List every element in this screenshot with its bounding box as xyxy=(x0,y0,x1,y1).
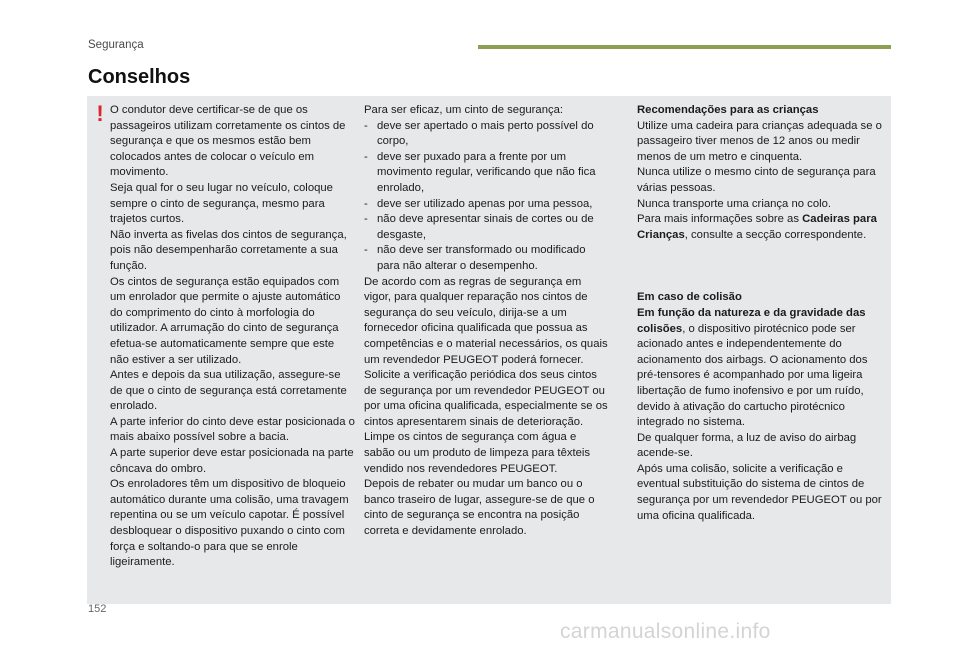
paragraph: De qualquer forma, a luz de aviso do airbag acende-se. xyxy=(637,431,857,460)
paragraph: Depois de rebater ou mudar um banco ou o banco traseiro de lugar, assegure-se de que o cinto de segurança se encontra na posição correta e devidamente enrolado. xyxy=(364,478,595,538)
paragraph: Os cintos de segurança estão equipados com um enrolador que permite o ajuste automático do comprimento do cinto à morfologia do utilizador. A arrumação do cinto de segurança efetua-se automaticamente sempre que este não estiver a ser utilizado. xyxy=(110,275,341,366)
more-info-text: , consulte a secção correspondente. xyxy=(684,228,867,241)
list-item: - deve ser utilizado apenas por uma pessoa, xyxy=(364,197,593,210)
watermark: carmanualsonline.info xyxy=(560,620,771,643)
paragraph: Após uma colisão, solicite a verificação e eventual substituição do sistema de cintos de segurança por um revendedor PEUGEOT ou por uma oficina qualificada. xyxy=(637,462,882,522)
list-item-text: deve ser apertado o mais perto possível do corpo, xyxy=(377,119,594,148)
column-3 xyxy=(637,103,882,524)
list-item-text: deve ser utilizado apenas por uma pessoa, xyxy=(377,197,593,210)
warning-exclamation-icon: ! xyxy=(96,101,104,126)
collision-text: , o dispositivo pirotécnico pode ser acionado antes e independentemente do acionamento dos airbags. O acionamento dos pré-tensores é acompanhado por uma ligeira libertação de fumo inofensivo e por um ruído, devido à ativação do cartucho pirotécnico integrado no sistema. xyxy=(637,322,868,429)
paragraph: A parte inferior do cinto deve estar posicionada o mais abaixo possível sobre a bacia. xyxy=(110,415,355,444)
collision-paragraph xyxy=(637,306,882,431)
paragraph: Antes e depois da sua utilização, assegure-se de que o cinto de segurança está corretamente enrolado. xyxy=(110,369,347,413)
children-heading: Recomendações para as crianças xyxy=(637,104,819,116)
list-item: - deve ser puxado para a frente por um movimento regular, verificando que não fica enrolado, xyxy=(364,150,596,194)
list-item-text: não deve apresentar sinais de cortes ou de desgaste, xyxy=(377,213,594,241)
requirements-list xyxy=(364,119,609,275)
list-item-text: não deve ser transformado ou modificado para não alterar o desempenho. xyxy=(377,244,586,272)
section-label: Segurança xyxy=(88,39,144,51)
column-2 xyxy=(364,103,609,540)
paragraph: Nunca transporte uma criança no colo. xyxy=(637,197,832,210)
paragraph: O condutor deve certificar-se de que os passageiros utilizam corretamente os cintos de segurança e que os mesmos estão bem colocados antes de colocar o veículo em movimento. xyxy=(110,104,346,179)
list-intro: Para ser eficaz, um cinto de segurança: xyxy=(364,104,564,116)
child-seats-reference: Cadeiras para Crianças xyxy=(637,213,877,241)
list-item: - não deve apresentar sinais de cortes ou de desgaste, xyxy=(364,213,594,241)
spacer xyxy=(637,243,882,290)
paragraph: Solicite a verificação periódica dos seus cintos de segurança por um revendedor PEUGEOT ou por uma oficina qualificada, especialmente se os cintos apresentarem sinais de deterioração. xyxy=(364,369,608,428)
paragraph: Nunca utilize o mesmo cinto de segurança para várias pessoas. xyxy=(637,166,876,194)
paragraph: Seja qual for o seu lugar no veículo, coloque sempre o cinto de segurança, mesmo para trajetos curtos. xyxy=(110,181,333,226)
page-number: 152 xyxy=(88,603,107,615)
page-title: Conselhos xyxy=(88,66,191,88)
list-item: - não deve ser transformado ou modificado para não alterar o desempenho. xyxy=(364,244,586,272)
paragraph: Limpe os cintos de segurança com água e sabão ou um produto de limpeza para têxteis vendido nos revendedores PEUGEOT. xyxy=(364,431,591,475)
paragraph: Os enroladores têm um dispositivo de bloqueio automático durante uma colisão, uma travagem repentina ou se um veículo capotar. É possível desbloquear o dispositivo puxando o cinto com força e soltando-o para que se enrole ligeiramente. xyxy=(110,478,349,569)
paragraph: Não inverta as fivelas dos cintos de segurança, pois não desempenharão corretamente a sua função. xyxy=(110,228,347,272)
list-item: - deve ser apertado o mais perto possível do corpo, xyxy=(364,119,594,148)
more-info-text: Para mais informações sobre as xyxy=(637,213,803,226)
collision-heading: Em caso de colisão xyxy=(637,291,742,304)
paragraph: A parte superior deve estar posicionada na parte côncava do ombro. xyxy=(110,447,354,475)
column-1 xyxy=(110,103,355,571)
section-accent-bar xyxy=(478,45,891,49)
more-info-paragraph xyxy=(637,212,882,243)
paragraph: Utilize uma cadeira para crianças adequada se o passageiro tiver menos de 12 anos ou medir menos de um metro e cinquenta. xyxy=(637,119,882,163)
list-item-text: deve ser puxado para a frente por um movimento regular, verificando que não fica enrolado, xyxy=(377,150,596,194)
collision-subheading: Em função da natureza e da gravidade das colisões xyxy=(637,306,866,335)
paragraph: De acordo com as regras de segurança em vigor, para qualquer reparação nos cintos de segurança do seu veículo, dirija-se a um fornecedor oficina qualificada que possua as competências e o material necessários, os quais um revendedor PEUGEOT poderá fornecer. xyxy=(364,275,608,366)
